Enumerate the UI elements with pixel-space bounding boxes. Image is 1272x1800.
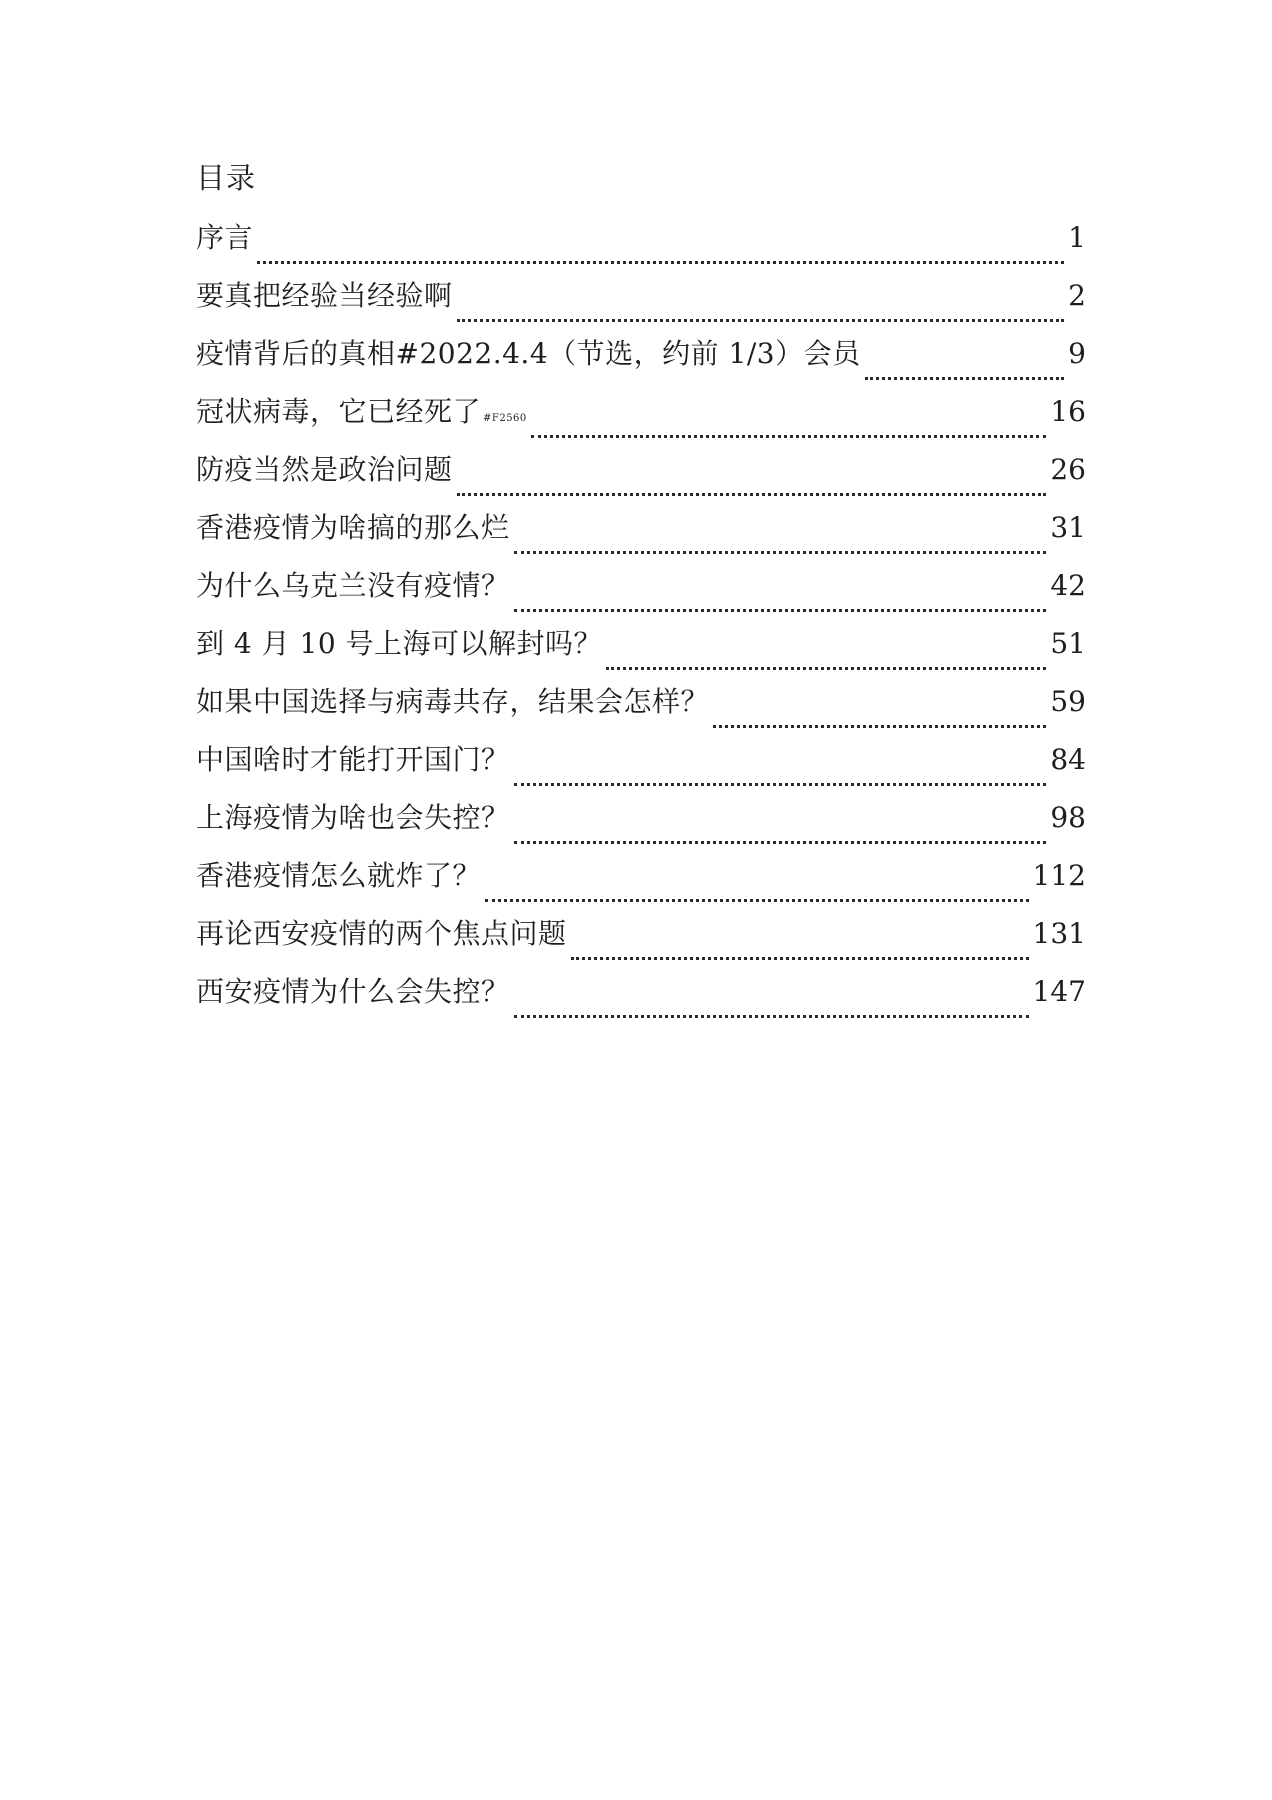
toc-dot-leader bbox=[514, 551, 1047, 554]
toc-dot-leader bbox=[606, 667, 1046, 670]
toc-page-number: 1 bbox=[1068, 221, 1086, 254]
toc-page-number: 59 bbox=[1050, 685, 1086, 718]
toc-entry bbox=[196, 798, 1086, 856]
toc-entry-title: 再论西安疫情的两个焦点问题 bbox=[196, 917, 567, 950]
toc-dot-leader bbox=[865, 377, 1065, 380]
toc-dot-leader bbox=[514, 1015, 1029, 1018]
toc-page-number: 51 bbox=[1050, 627, 1086, 660]
toc-dot-leader bbox=[257, 261, 1064, 264]
toc-entry-title: 要真把经验当经验啊 bbox=[196, 279, 453, 312]
toc-dot-leader bbox=[485, 899, 1029, 902]
toc-dot-leader bbox=[531, 435, 1047, 438]
toc-page-number: 26 bbox=[1050, 453, 1086, 486]
toc-entry-title: 香港疫情为啥搞的那么烂 bbox=[196, 511, 510, 544]
toc-page-number: 84 bbox=[1050, 743, 1086, 776]
table-of-contents bbox=[196, 158, 1086, 1030]
toc-list bbox=[196, 218, 1086, 1030]
toc-entry-title: 防疫当然是政治问题 bbox=[196, 453, 453, 486]
toc-entry bbox=[196, 566, 1086, 624]
toc-entry bbox=[196, 740, 1086, 798]
toc-page-number: 112 bbox=[1032, 859, 1086, 892]
toc-entry-title: 中国啥时才能打开国门？ bbox=[196, 743, 510, 776]
toc-page-number: 31 bbox=[1050, 511, 1086, 544]
toc-page-number: 98 bbox=[1050, 801, 1086, 834]
toc-page-number: 131 bbox=[1032, 917, 1086, 950]
toc-entry-tag: #F2560 bbox=[483, 413, 527, 424]
toc-entry-title: 上海疫情为啥也会失控？ bbox=[196, 801, 510, 834]
toc-entry-title: 如果中国选择与病毒共存，结果会怎样？ bbox=[196, 685, 710, 718]
toc-dot-leader bbox=[514, 783, 1047, 786]
toc-entry bbox=[196, 856, 1086, 914]
toc-heading: 目录 bbox=[196, 161, 257, 195]
toc-entry bbox=[196, 392, 1086, 450]
toc-entry bbox=[196, 508, 1086, 566]
toc-entry-title: 香港疫情怎么就炸了？ bbox=[196, 859, 482, 892]
toc-entry-title: 序言 bbox=[196, 221, 254, 254]
toc-entry-title: 冠状病毒，它已经死了 bbox=[196, 395, 482, 428]
toc-entry bbox=[196, 450, 1086, 508]
toc-entry-title: 为什么乌克兰没有疫情？ bbox=[196, 569, 510, 602]
toc-entry bbox=[196, 334, 1086, 392]
toc-entry-title: 疫情背后的真相#2022.4.4（节选，约前 1/3）会员 bbox=[196, 337, 861, 370]
toc-dot-leader bbox=[514, 841, 1047, 844]
toc-entry bbox=[196, 624, 1086, 682]
toc-page-number: 42 bbox=[1050, 569, 1086, 602]
toc-dot-leader bbox=[713, 725, 1046, 728]
toc-entry bbox=[196, 682, 1086, 740]
toc-entry-title: 到 4 月 10 号上海可以解封吗？ bbox=[196, 627, 603, 660]
toc-entry-title: 西安疫情为什么会失控？ bbox=[196, 975, 510, 1008]
toc-entry bbox=[196, 914, 1086, 972]
toc-dot-leader bbox=[514, 609, 1047, 612]
toc-dot-leader bbox=[457, 319, 1065, 322]
toc-page-number: 16 bbox=[1050, 395, 1086, 428]
toc-entry bbox=[196, 972, 1086, 1030]
toc-page-number: 147 bbox=[1032, 975, 1086, 1008]
toc-page-number: 9 bbox=[1068, 337, 1086, 370]
toc-dot-leader bbox=[571, 957, 1029, 960]
toc-entry bbox=[196, 276, 1086, 334]
toc-page-number: 2 bbox=[1068, 279, 1086, 312]
toc-dot-leader bbox=[457, 493, 1047, 496]
toc-entry bbox=[196, 218, 1086, 276]
